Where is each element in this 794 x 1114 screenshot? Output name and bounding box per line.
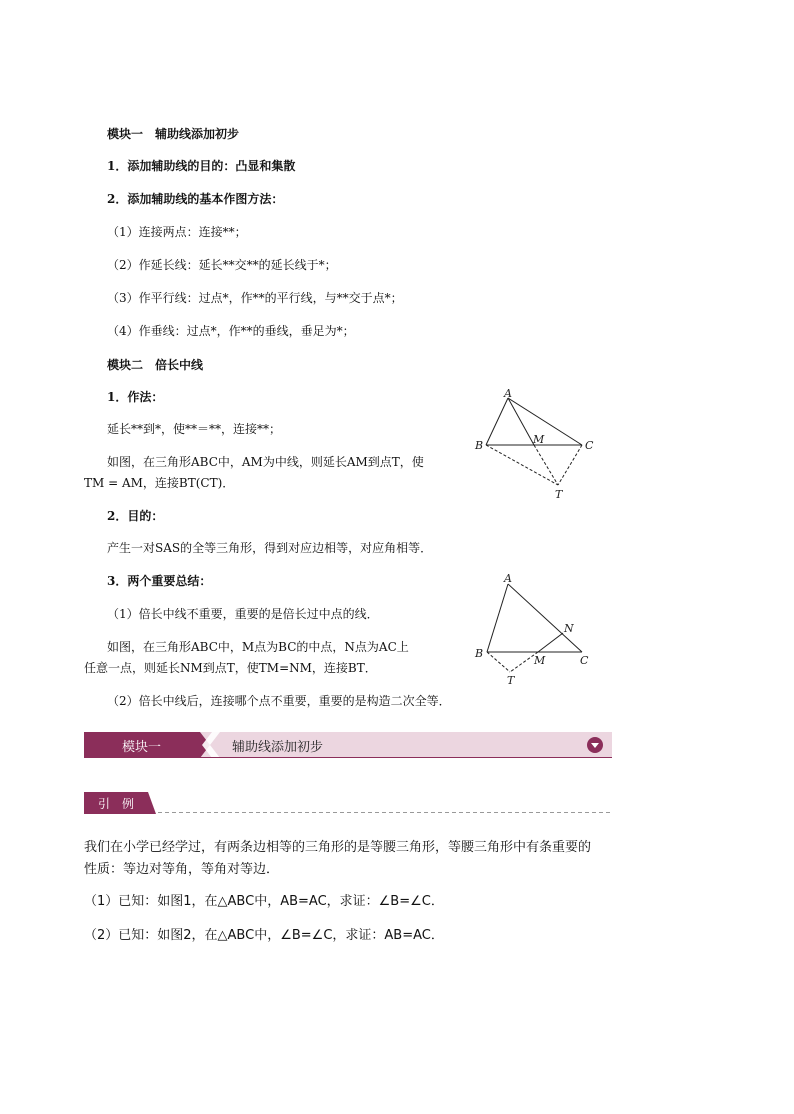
module2-summary1: （1）倍长中线不重要，重要的是倍长过中点的线．: [107, 607, 379, 621]
label-t: T: [507, 674, 515, 687]
module2-purpose-text: 产生一对SAS的全等三角形，得到对应边相等，对应角相等．: [107, 541, 433, 555]
chevron-down-circle-icon[interactable]: [586, 736, 604, 754]
module1-methods-title: 2．添加辅助线的基本作图方法：: [107, 192, 284, 206]
module2-method-text: 延长**到*，使**＝**，连接**；: [107, 422, 282, 436]
module1-purpose: 1．添加辅助线的目的：凸显和集散: [107, 159, 296, 173]
module-banner: [84, 732, 612, 758]
label-b: B: [475, 647, 484, 660]
question-1: （1）已知：如图1，在△ABC中，AB=AC，求证：∠B=∠C．: [84, 894, 444, 909]
banner-title: 辅助线添加初步: [232, 740, 324, 755]
module2-example-line2: TM = AM，连接BT(CT)．: [84, 476, 235, 490]
figure-midpoint-doubling: [470, 572, 605, 690]
segment-bt: [486, 445, 558, 485]
figure-median-doubling: [470, 388, 605, 503]
module2-summary-title: 3．两个重要总结：: [107, 574, 212, 588]
module2-summary1-ex-line1: 如图，在三角形ABC中，M点为BC的中点，N点为AC上: [107, 640, 409, 654]
section-tab: [84, 792, 612, 814]
segment-bt: [487, 652, 510, 672]
module2-summary1-ex-line2: 任意一点，则延长NM到点T，使TM=NM，连接BT．: [84, 661, 377, 675]
question-2: （2）已知：如图2，在△ABC中，∠B=∠C，求证：AB=AC．: [84, 928, 444, 943]
label-c: C: [580, 654, 589, 667]
segment-am: [508, 398, 534, 445]
module1-item-3: （3）作平行线：过点*，作**的平行线，与**交于点*；: [107, 291, 403, 305]
module1-heading: 模块一 辅助线添加初步: [107, 127, 240, 141]
module2-purpose-title: 2．目的：: [107, 509, 164, 523]
module1-item-2: （2）作延长线：延长**交**的延长线于*；: [107, 258, 337, 272]
label-m: M: [533, 433, 545, 446]
banner-tab-label: 模块一: [122, 740, 162, 755]
intro-line-1: 我们在小学已经学过，有两条边相等的三角形的是等腰三角形，等腰三角形中有条重要的: [84, 840, 592, 855]
label-a: A: [504, 572, 512, 585]
segment-mt: [534, 445, 558, 485]
label-b: B: [475, 439, 484, 452]
module1-item-1: （1）连接两点：连接**；: [107, 225, 247, 239]
section-label: 引 例: [98, 797, 135, 811]
segment-ac: [508, 398, 582, 445]
segment-ab: [486, 398, 508, 445]
label-t: T: [555, 488, 563, 501]
label-m: M: [534, 654, 546, 667]
module2-method-title: 1．作法：: [107, 390, 164, 404]
module1-item-4: （4）作垂线：过点*，作**的垂线，垂足为*；: [107, 324, 355, 338]
module2-example-line1: 如图，在三角形ABC中，AM为中线，则延长AM到点T，使: [107, 455, 424, 469]
intro-line-2: 性质：等边对等角，等角对等边．: [84, 862, 280, 877]
segment-ac: [508, 584, 582, 652]
segment-ct: [558, 445, 582, 485]
segment-nm: [538, 633, 563, 652]
label-c: C: [585, 439, 594, 452]
label-n: N: [564, 622, 574, 635]
segment-ab: [487, 584, 508, 652]
label-a: A: [504, 388, 512, 400]
module2-summary2: （2）倍长中线后，连接哪个点不重要，重要的是构造二次全等．: [107, 694, 451, 708]
module2-heading: 模块二 倍长中线: [107, 358, 204, 372]
